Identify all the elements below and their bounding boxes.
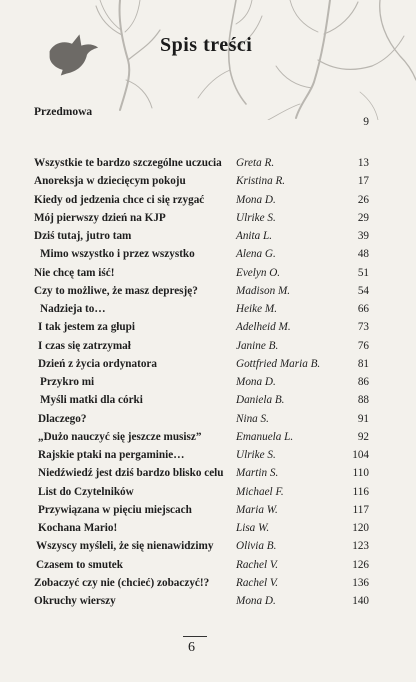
toc-entry-author: Maria W.	[236, 503, 278, 516]
toc-entry-title: Czasem to smutek	[36, 558, 123, 571]
toc-entry	[0, 191, 416, 209]
toc-entry-author: Rachel V.	[236, 558, 279, 571]
toc-entry-page: 117	[352, 503, 369, 516]
toc-entry-title: Wszystkie te bardzo szczególne uczucia	[34, 157, 222, 169]
toc-entry-title: Mój pierwszy dzień na KJP	[34, 211, 166, 224]
toc-entry	[0, 373, 416, 391]
toc-entry	[0, 501, 416, 519]
toc-entry	[0, 537, 416, 555]
toc-entry-page: 17	[357, 175, 369, 188]
page-number-rule	[183, 636, 207, 637]
toc-entry-author: Heike M.	[236, 303, 277, 315]
toc-entry-title: List do Czytelników	[38, 485, 134, 498]
toc-entry-page: 54	[357, 284, 369, 297]
toc-entry	[0, 318, 416, 336]
toc-entry	[0, 264, 416, 282]
toc-entry-author: Adelheid M.	[236, 321, 291, 334]
toc-entry-title: Przykro mi	[40, 376, 95, 388]
toc-entry-author: Olivia B.	[236, 540, 277, 553]
toc-entry-page: 123	[352, 540, 369, 553]
toc-entry	[0, 410, 416, 428]
toc-entry	[0, 300, 416, 318]
toc-entry-page: 76	[357, 339, 369, 352]
toc-entry-page: 110	[352, 467, 369, 480]
toc-entry-page: 13	[357, 157, 369, 169]
toc-entry-title: Czy to możliwe, że masz depresję?	[34, 284, 198, 297]
preface-page-number: 9	[363, 116, 369, 128]
toc-entry-page: 51	[357, 266, 369, 279]
toc-entry	[0, 574, 416, 592]
toc-entry-page: 39	[357, 230, 369, 242]
toc-entry-author: Rachel V.	[236, 576, 279, 589]
toc-entry-author: Gottfried Maria B.	[236, 357, 321, 370]
toc-entry-page: 29	[357, 211, 369, 224]
toc-entry-author: Anita L.	[236, 230, 273, 242]
toc-entry-title: Wszyscy myśleli, że się nienawidzimy	[36, 540, 214, 553]
toc-entry-author: Mona D.	[236, 376, 276, 388]
toc-entry	[0, 172, 416, 190]
toc-entry-author: Martin S.	[236, 467, 279, 480]
toc-entry-title: Nadzieja to…	[40, 303, 106, 315]
toc-entry-author: Evelyn O.	[236, 266, 281, 279]
toc-entry-author: Kristina R.	[236, 175, 286, 188]
toc-entry-author: Mona D.	[236, 595, 276, 607]
toc-entry-page: 116	[352, 485, 369, 498]
toc-entry-page: 140	[352, 595, 369, 607]
toc-entry-page: 26	[357, 193, 369, 206]
toc-entry	[0, 227, 416, 245]
toc-entry-title: Dziś tutaj, jutro tam	[34, 230, 132, 242]
toc-entry-page: 66	[357, 303, 369, 315]
toc-entry-title: Anoreksja w dziecięcym pokoju	[34, 175, 186, 188]
toc-entry-author: Ulrike S.	[236, 211, 276, 224]
toc-entry-page: 92	[357, 430, 369, 443]
toc-entry	[0, 556, 416, 574]
toc-entry-title: Zobaczyć czy nie (chcieć) zobaczyć!?	[34, 576, 210, 589]
toc-entry-title: Nie chcę tam iść!	[34, 266, 115, 279]
toc-entry-page: 120	[352, 522, 369, 534]
toc-entry-title: Dzień z życia ordynatora	[38, 357, 157, 370]
toc-entry-page: 136	[352, 576, 369, 589]
toc-entry-page: 91	[357, 412, 369, 425]
toc-entry	[0, 355, 416, 373]
toc-entry	[0, 154, 416, 172]
toc-entry-author: Lisa W.	[236, 522, 270, 534]
preface-label: Przedmowa	[34, 106, 93, 118]
toc-entry-page: 81	[357, 357, 369, 370]
toc-entry	[0, 391, 416, 409]
toc-entry	[0, 464, 416, 482]
page-number: 6	[188, 640, 195, 655]
toc-entry-page: 86	[357, 376, 369, 388]
toc-entry	[0, 209, 416, 227]
toc-entry-title: „Dużo nauczyć się jeszcze musisz”	[38, 430, 202, 443]
toc-entry-page: 73	[357, 321, 369, 334]
toc-entry-title: I czas się zatrzymał	[38, 339, 131, 352]
toc-entry-author: Emanuela L.	[236, 430, 294, 443]
toc-entry-page: 126	[352, 558, 369, 571]
toc-entry	[0, 592, 416, 610]
toc-entry-author: Madison M.	[236, 284, 291, 297]
toc-entry	[0, 245, 416, 263]
toc-entry	[0, 483, 416, 501]
toc-entry-title: Niedźwiedź jest dziś bardzo blisko celu	[38, 467, 224, 480]
dove-icon	[44, 30, 100, 78]
toc-entry-title: I tak jestem za głupi	[38, 321, 135, 334]
toc-entry-author: Alena G.	[236, 248, 276, 261]
toc-entry-title: Rajskie ptaki na pergaminie…	[38, 449, 185, 461]
toc-entry-page: 88	[357, 394, 369, 407]
toc-entry-author: Greta R.	[236, 157, 275, 169]
toc-entry-title: Kiedy od jedzenia chce ci się rzygać	[34, 193, 205, 206]
toc-entry	[0, 428, 416, 446]
toc-entry	[0, 446, 416, 464]
toc-entry-page: 104	[352, 449, 369, 461]
toc-entry-title: Kochana Mario!	[38, 522, 118, 534]
toc-entry-title: Myśli matki dla córki	[40, 394, 143, 407]
toc-entry	[0, 519, 416, 537]
toc-entry-author: Janine B.	[236, 339, 279, 352]
toc-entry-author: Michael F.	[236, 485, 284, 498]
toc-entry-title: Dlaczego?	[38, 412, 87, 425]
toc-entry-author: Mona D.	[236, 193, 276, 206]
toc-entry	[0, 282, 416, 300]
toc-entry-page: 48	[357, 248, 369, 261]
toc-entry-author: Nina S.	[236, 412, 269, 425]
toc-entry-author: Ulrike S.	[236, 449, 276, 461]
page-title: Spis treści	[160, 34, 253, 56]
toc-entry-title: Okruchy wierszy	[34, 595, 116, 607]
toc-entry-title: Przywiązana w pięciu miejscach	[38, 503, 192, 516]
toc-entry-title: Mimo wszystko i przez wszystko	[40, 248, 195, 261]
toc-entry-author: Daniela B.	[236, 394, 285, 407]
toc-entry	[0, 337, 416, 355]
